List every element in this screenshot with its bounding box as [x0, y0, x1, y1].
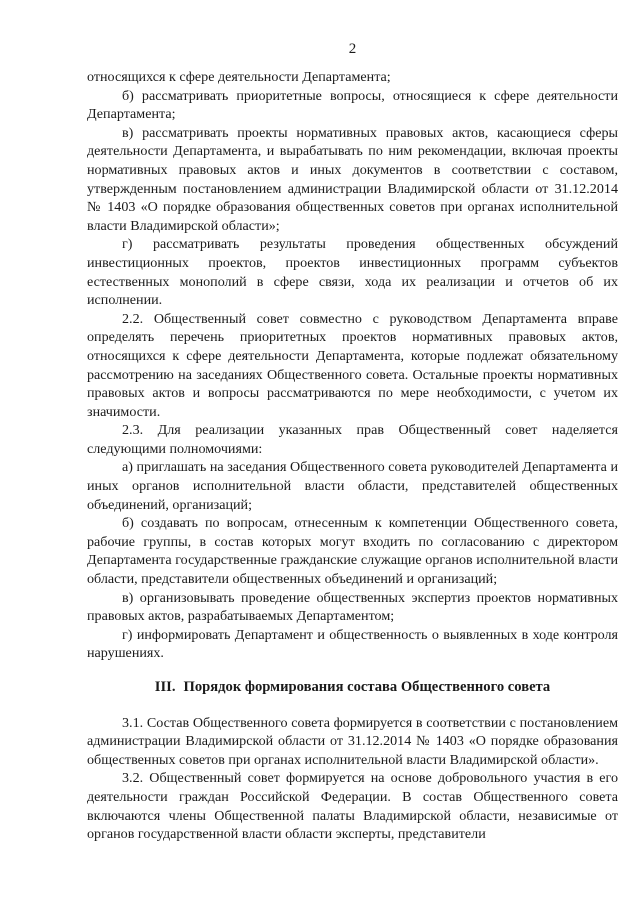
paragraph-2-2: 2.2. Общественный совет совместно с руководством Департамента вправе определять перечень приоритетных проектов нормативных правовых актов, относящихся к сфере деятельности Департамента, которые подлежат обязательному рассмотрению на заседаниях Общественного совета. Остальные проекты нормативных правовых актов и вопросы рассматриваются по мере необходимости, с учетом их значимости. [87, 310, 618, 420]
paragraph-item-g2: г) информировать Департамент и общественность о выявленных в ходе контроля нарушениях. [87, 626, 618, 662]
paragraph-item-g: г) рассматривать результаты проведения общественных обсуждений инвестиционных проектов, проектов инвестиционных программ субъектов естественных монополий в сфере связи, хода их реализации и отчетов об их исполнении. [87, 236, 618, 309]
body-text-before-heading [87, 68, 618, 663]
paragraph-item-a: а) приглашать на заседания Общественного совета руководителей Департамента и иных органов исполнительной власти области, представителей общественных объединений, организаций; [87, 459, 618, 513]
paragraph-continuation: относящихся к сфере деятельности Департамента; [87, 69, 391, 85]
page-number: 2 [348, 41, 357, 57]
section-heading-title: Порядок формирования состава Общественного совета [183, 679, 551, 695]
paragraph-item-b2: б) создавать по вопросам, отнесенным к компетенции Общественного совета, рабочие группы, в состав которых могут входить по согласованию с директором Департамента государственные гражданские служащие органов исполнительной власти области, представители общественных объединений и организаций; [87, 515, 618, 588]
paragraph-3-2: 3.2. Общественный совет формируется на основе добровольного участия в его деятельности граждан Российской Федерации. В состав Общественного совета включаются члены Общественной палаты Владимирской области, независимые от органов государственной власти области эксперты, представители [87, 770, 618, 843]
paragraph-2-3: 2.3. Для реализации указанных прав Общественный совет наделяется следующими полномочиями: [87, 422, 618, 457]
section-heading [87, 678, 618, 697]
paragraph-item-v2: в) организовывать проведение общественных экспертиз проектов нормативных правовых актов, разрабатываемых Департаментом; [87, 589, 618, 625]
paragraph-item-b: б) рассматривать приоритетные вопросы, относящиеся к сфере деятельности Департамента; [87, 87, 618, 123]
body-text-after-heading [87, 714, 618, 844]
paragraph-3-1: 3.1. Состав Общественного совета формируется в соответствии с постановлением администрации Владимирской области от 31.12.2014 № 1403 «О порядке образования общественных советов при органах исполнительной власти Владимирской области». [87, 714, 618, 768]
section-heading-numeral: III. [154, 679, 176, 695]
paragraph-item-v: в) рассматривать проекты нормативных правовых актов, касающиеся сферы деятельности Департамента, и вырабатывать по ним рекомендации, включая проекты нормативных правовых актов и иных документов в соответствии с составом, утвержденным постановлением администрации Владимирской области от 31.12.2014 № 1403 «О порядке образования общественных советов при органах исполнительной власти Владимирской области»; [87, 124, 618, 234]
